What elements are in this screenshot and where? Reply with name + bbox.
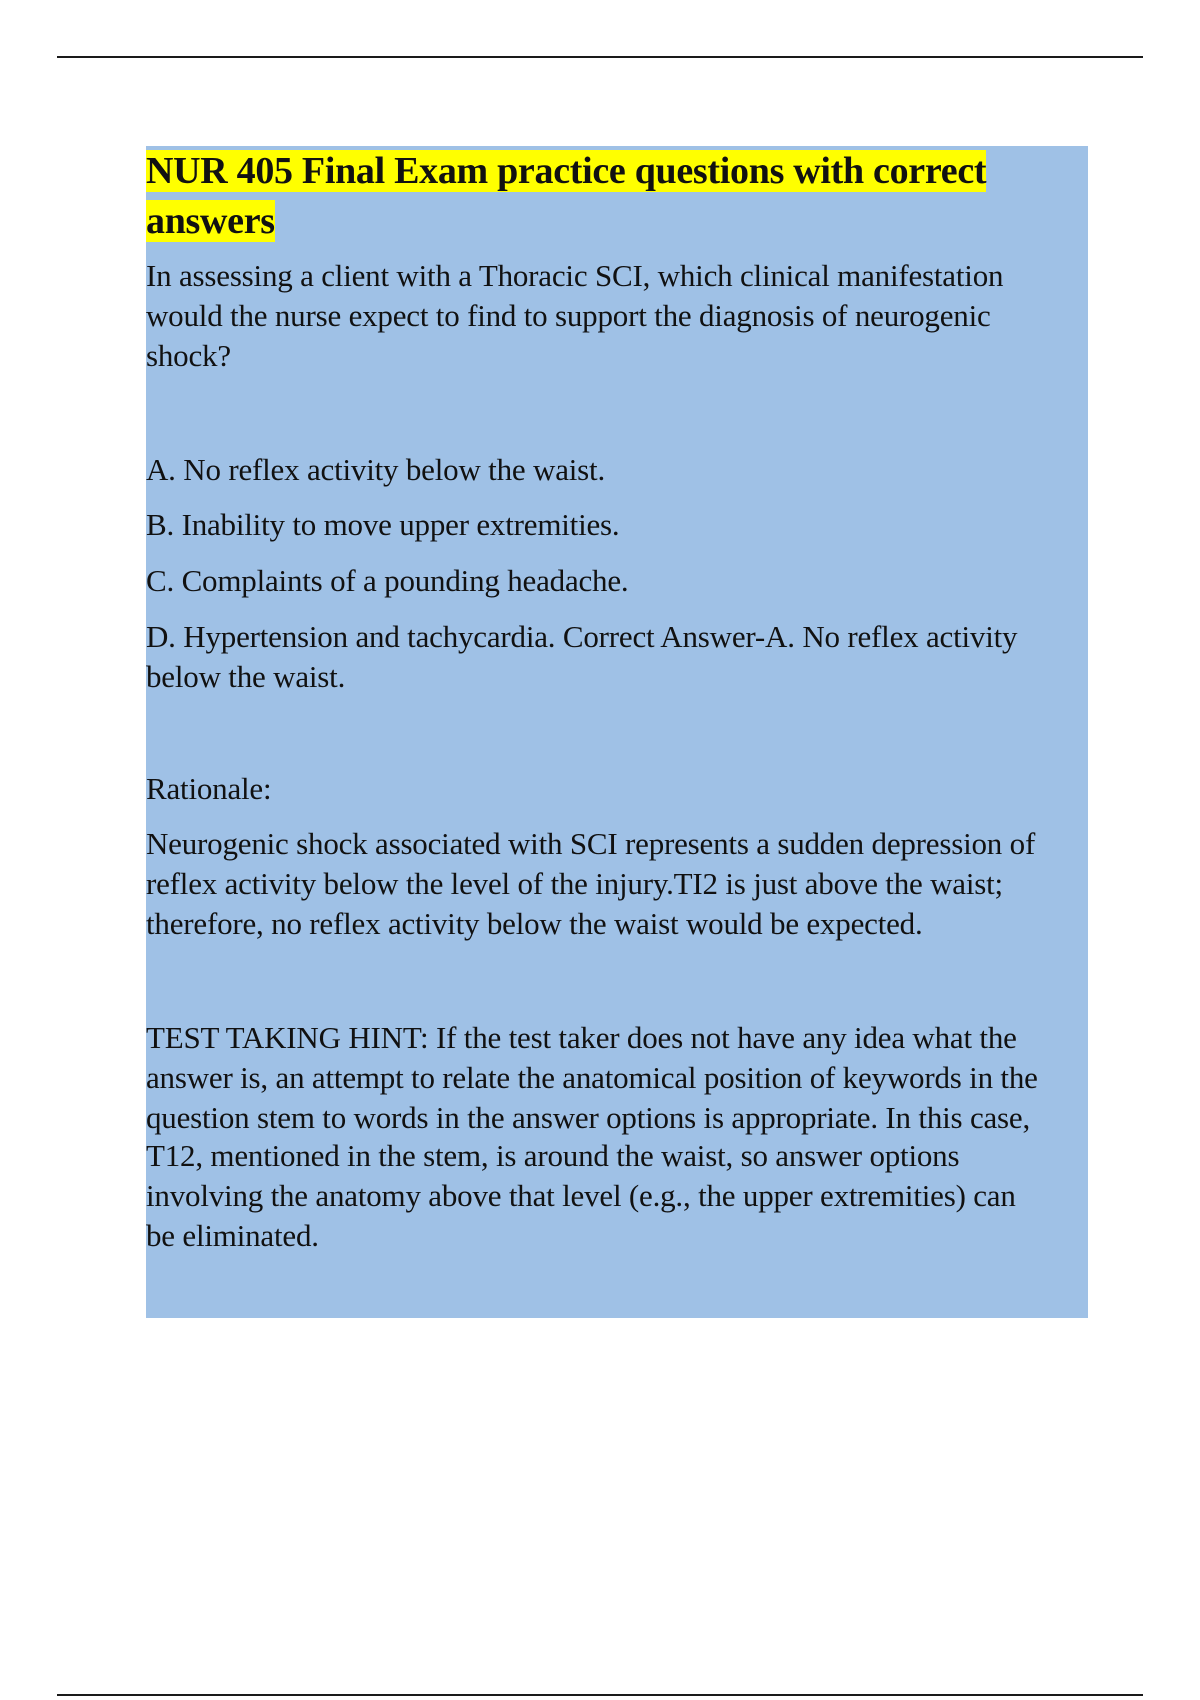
hint-line-3: question stem to words in the answer options is appropriate. In this case,: [146, 1100, 1031, 1135]
question-line-2: would the nurse expect to find to support the diagnosis of neurogenic: [146, 298, 991, 333]
hint-line-2: answer is, an attempt to relate the anatomical position of keywords in the: [146, 1060, 1038, 1095]
title-line-2: answers: [146, 200, 275, 242]
hint-line-6: be eliminated.: [146, 1218, 319, 1253]
bottom-rule: [57, 1694, 1143, 1696]
rationale-line-1: Neurogenic shock associated with SCI represents a sudden depression of: [146, 826, 1036, 861]
option-c: C. Complaints of a pounding headache.: [146, 563, 629, 598]
question-box: [146, 146, 1088, 1318]
option-d-line-2: below the waist.: [146, 659, 346, 694]
rationale-label: Rationale:: [146, 771, 272, 806]
question-line-3: shock?: [146, 338, 231, 373]
title-line-1: NUR 405 Final Exam practice questions with correct: [146, 150, 987, 192]
option-d-line-1: D. Hypertension and tachycardia. Correct Answer-A. No reflex activity: [146, 619, 1018, 654]
option-a: A. No reflex activity below the waist.: [146, 452, 605, 487]
hint-line-4: T12, mentioned in the stem, is around the waist, so answer options: [146, 1138, 960, 1173]
question-line-1: In assessing a client with a Thoracic SCI, which clinical manifestation: [146, 258, 1004, 293]
hint-line-5: involving the anatomy above that level (e.g., the upper extremities) can: [146, 1178, 1016, 1213]
rationale-line-2: reflex activity below the level of the injury.TI2 is just above the waist;: [146, 866, 1003, 901]
option-b: B. Inability to move upper extremities.: [146, 507, 620, 542]
rationale-line-3: therefore, no reflex activity below the waist would be expected.: [146, 906, 923, 941]
top-rule: [57, 56, 1143, 58]
document-title: [146, 146, 1088, 246]
hint-line-1: TEST TAKING HINT: If the test taker does not have any idea what the: [146, 1020, 1017, 1055]
